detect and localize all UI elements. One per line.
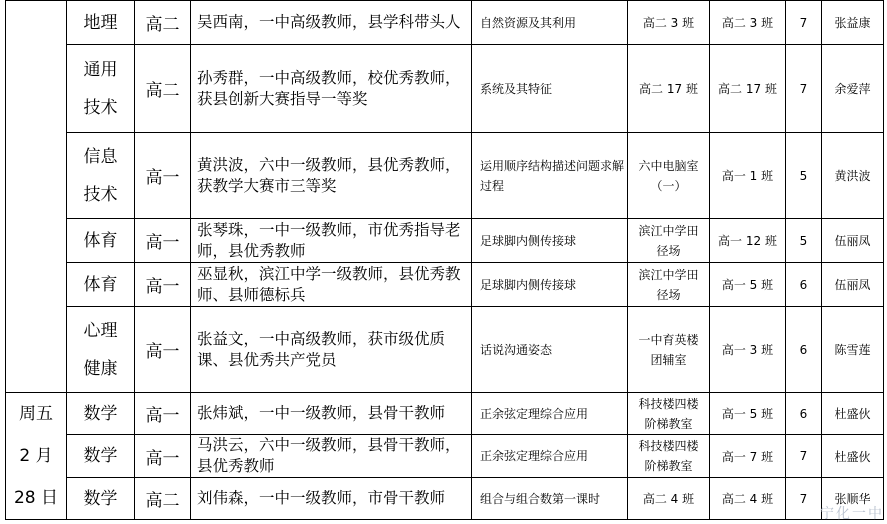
venue-cell-line: 径场 (656, 287, 681, 302)
period-cell: 7 (786, 435, 822, 478)
subject-cell (67, 478, 135, 520)
class-cell: 高一 12 班 (710, 219, 786, 263)
venue-cell (628, 133, 710, 219)
grade-cell: 高一 (135, 263, 191, 307)
grade-cell: 高一 (135, 435, 191, 478)
period-cell: 6 (786, 263, 822, 307)
table-row (6, 133, 884, 219)
teacher-cell: 张益文，一中高级教师，获市级优质课、县优秀共产党员 (191, 307, 472, 393)
venue-cell-line: （一） (650, 178, 687, 193)
class-cell: 高一 5 班 (710, 263, 786, 307)
subject-cell-line: 健康 (83, 358, 118, 379)
subject-cell-line: 心理 (83, 320, 118, 341)
table-row (6, 263, 884, 307)
venue-cell-line: 团辅室 (650, 352, 687, 367)
schedule-table (5, 0, 884, 520)
subject-cell (67, 1, 135, 45)
venue-cell (628, 307, 710, 393)
subject-cell-line: 技术 (83, 184, 118, 205)
period-cell: 5 (786, 219, 822, 263)
class-cell: 高一 3 班 (710, 307, 786, 393)
day-label-line: 2 月 (19, 446, 53, 466)
period-cell: 7 (786, 478, 822, 520)
period-cell: 6 (786, 307, 822, 393)
venue-cell-line: 高二 4 班 (642, 491, 695, 506)
subject-cell (67, 435, 135, 478)
venue-cell-line: 阶梯教室 (644, 416, 693, 431)
subject-cell-line: 体育 (83, 274, 118, 295)
teacher-cell: 吴西南，一中高级教师，县学科带头人 (191, 1, 472, 45)
subject-cell (67, 133, 135, 219)
day-cell (6, 393, 67, 520)
day-label-line: 28 日 (13, 488, 59, 508)
topic-cell: 正余弦定理综合应用 (472, 435, 628, 478)
teacher-cell: 孙秀群，一中高级教师，校优秀教师，获县创新大赛指导一等奖 (191, 45, 472, 133)
teacher-cell: 黄洪波，六中一级教师，县优秀教师，获教学大赛市三等奖 (191, 133, 472, 219)
table-row (6, 478, 884, 520)
venue-cell (628, 219, 710, 263)
topic-cell: 系统及其特征 (472, 45, 628, 133)
subject-cell-line: 信息 (83, 146, 118, 167)
subject-cell-line: 通用 (83, 59, 118, 80)
table-row (6, 435, 884, 478)
venue-cell (628, 435, 710, 478)
table-row (6, 393, 884, 435)
teacher-cell: 张炜斌，一中一级教师，县骨干教师 (191, 393, 472, 435)
venue-cell (628, 263, 710, 307)
subject-cell-line: 体育 (83, 230, 118, 251)
subject-cell (67, 45, 135, 133)
venue-cell-line: 径场 (656, 243, 681, 258)
period-cell: 6 (786, 393, 822, 435)
teacher-cell: 刘伟森，一中一级教师，市骨干教师 (191, 478, 472, 520)
venue-cell-line: 科技楼四楼 (638, 439, 699, 453)
instructor-cell: 张顺华 (822, 478, 884, 520)
venue-cell-line: 一中育英楼 (638, 332, 699, 347)
class-cell: 高一 1 班 (710, 133, 786, 219)
class-cell: 高一 7 班 (710, 435, 786, 478)
topic-cell: 话说沟通姿态 (472, 307, 628, 393)
venue-cell-line: 滨江中学田 (638, 267, 699, 282)
table-row (6, 219, 884, 263)
subject-cell-line: 技术 (83, 97, 118, 118)
day-cell-blank (6, 1, 67, 393)
grade-cell: 高二 (135, 45, 191, 133)
venue-cell (628, 393, 710, 435)
subject-cell-line: 地理 (83, 12, 118, 33)
topic-cell: 足球脚内侧传接球 (472, 219, 628, 263)
venue-cell-line: 六中电脑室 (638, 158, 699, 173)
instructor-cell: 余爱萍 (822, 45, 884, 133)
topic-cell: 运用顺序结构描述问题求解过程 (472, 133, 628, 219)
teacher-cell: 张琴珠，一中一级教师，市优秀指导老师，县优秀教师 (191, 219, 472, 263)
venue-cell-line: 滨江中学田 (638, 223, 699, 238)
class-cell: 高二 3 班 (710, 1, 786, 45)
venue-cell-line: 科技楼四楼 (638, 396, 699, 411)
grade-cell: 高二 (135, 1, 191, 45)
subject-cell-line: 数学 (83, 403, 118, 424)
table-row (6, 1, 884, 45)
period-cell: 7 (786, 45, 822, 133)
venue-cell-line: 阶梯教室 (644, 459, 693, 473)
subject-cell-line: 数学 (83, 488, 118, 509)
subject-cell (67, 393, 135, 435)
instructor-cell: 伍丽凤 (822, 263, 884, 307)
table-row (6, 307, 884, 393)
day-label-line: 周五 (19, 404, 53, 424)
instructor-cell: 黄洪波 (822, 133, 884, 219)
venue-cell (628, 1, 710, 45)
watermark-text: 宁化一中 (820, 506, 884, 522)
venue-cell-line: 高二 3 班 (642, 15, 695, 30)
table-row (6, 45, 884, 133)
venue-cell-line: 高二 17 班 (639, 81, 698, 96)
class-cell: 高一 5 班 (710, 393, 786, 435)
period-cell: 7 (786, 1, 822, 45)
subject-cell-line: 数学 (83, 446, 118, 466)
instructor-cell: 陈雪莲 (822, 307, 884, 393)
class-cell: 高二 4 班 (710, 478, 786, 520)
topic-cell: 正余弦定理综合应用 (472, 393, 628, 435)
subject-cell (67, 263, 135, 307)
instructor-cell: 伍丽凤 (822, 219, 884, 263)
instructor-cell: 杜盛伙 (822, 393, 884, 435)
topic-cell: 组合与组合数第一课时 (472, 478, 628, 520)
grade-cell: 高一 (135, 393, 191, 435)
instructor-cell: 张益康 (822, 1, 884, 45)
venue-cell (628, 45, 710, 133)
teacher-cell: 巫显秋，滨江中学一级教师，县优秀教师、县师德标兵 (191, 263, 472, 307)
grade-cell: 高一 (135, 307, 191, 393)
teacher-cell: 马洪云，六中一级教师，县骨干教师，县优秀教师 (191, 435, 472, 478)
class-cell: 高二 17 班 (710, 45, 786, 133)
grade-cell: 高一 (135, 133, 191, 219)
grade-cell: 高二 (135, 478, 191, 520)
grade-cell: 高一 (135, 219, 191, 263)
period-cell: 5 (786, 133, 822, 219)
schedule-body (6, 1, 884, 520)
subject-cell (67, 219, 135, 263)
topic-cell: 自然资源及其利用 (472, 1, 628, 45)
venue-cell (628, 478, 710, 520)
subject-cell (67, 307, 135, 393)
topic-cell: 足球脚内侧传接球 (472, 263, 628, 307)
instructor-cell: 杜盛伙 (822, 435, 884, 478)
